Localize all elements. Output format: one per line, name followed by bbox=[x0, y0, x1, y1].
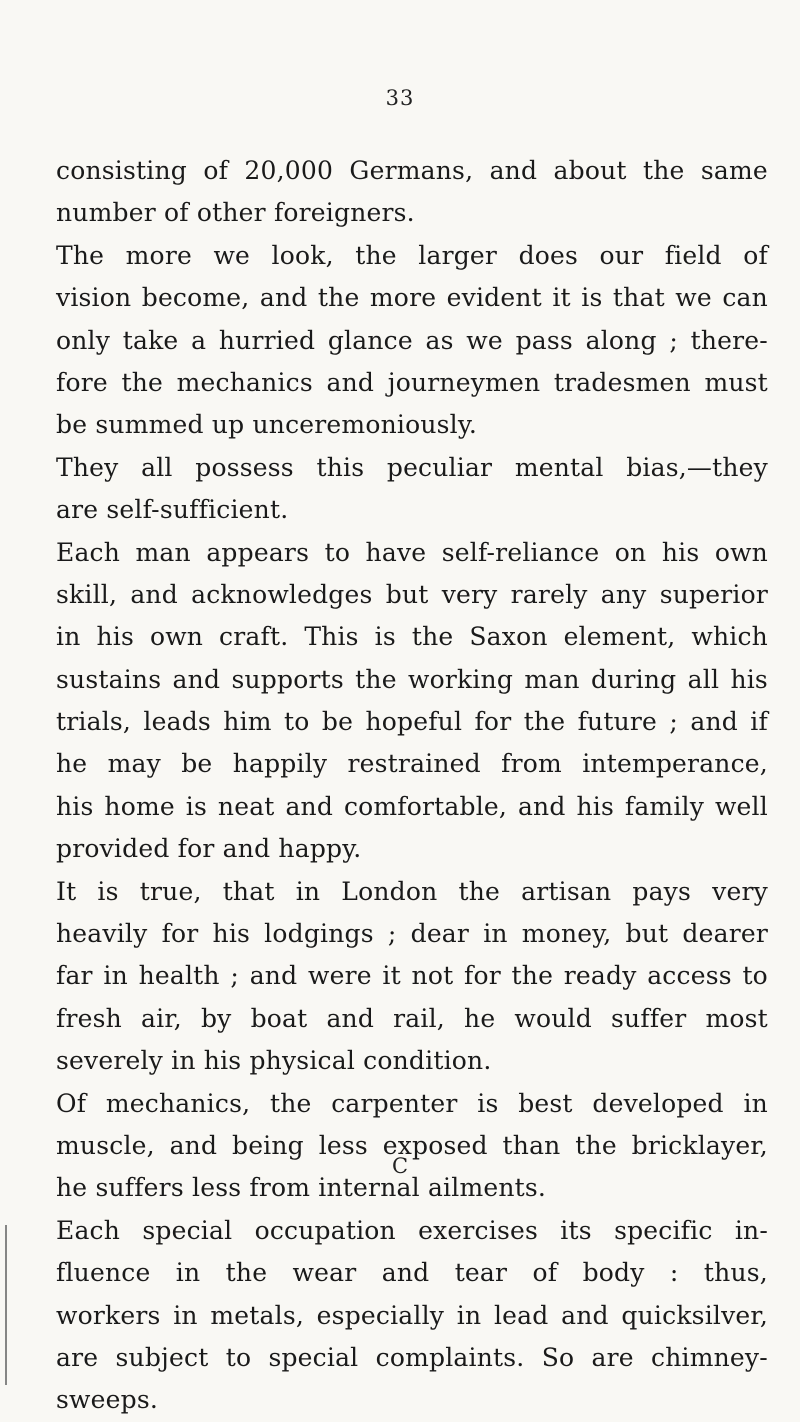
text-line: are subject to special complaints. So are chimney- bbox=[56, 1342, 768, 1372]
text-line: Each special occupation exercises its specific in- bbox=[56, 1215, 768, 1245]
signature-mark: C bbox=[391, 1154, 409, 1178]
text-line: in his own craft. This is the Saxon element, which bbox=[56, 622, 768, 652]
text-line: far in health ; and were it not for the ready access to bbox=[56, 961, 768, 991]
text-line: heavily for his lodgings ; dear in money, but dearer bbox=[56, 919, 768, 949]
text-line: provided for and happy. bbox=[56, 834, 362, 864]
text-line: be summed up unceremoniously. bbox=[56, 410, 478, 440]
text-line: Of mechanics, the carpenter is best developed in bbox=[56, 1088, 768, 1118]
text-line: It is true, that in London the artisan pays very bbox=[56, 876, 768, 906]
text-line: trials, leads him to be hopeful for the future ; and if bbox=[56, 707, 768, 737]
body-text bbox=[56, 150, 768, 1422]
text-line: skill, and acknowledges but very rarely any superior bbox=[56, 579, 768, 609]
text-line: vision become, and the more evident it is that we can bbox=[56, 283, 768, 313]
text-line: sweeps. bbox=[56, 1385, 158, 1415]
text-line: consisting of 20,000 Germans, and about the same bbox=[56, 156, 768, 185]
text-line: he suffers less from internal ailments. bbox=[56, 1173, 547, 1203]
text-line: sustains and supports the working man during all his bbox=[56, 664, 768, 694]
text-line: number of other foreigners. bbox=[56, 198, 415, 228]
text-line: The more we look, the larger does our field of bbox=[56, 240, 768, 270]
text-line: fresh air, by boat and rail, he would suffer most bbox=[56, 1003, 768, 1033]
text-line: muscle, and being less exposed than the bricklayer, bbox=[56, 1130, 768, 1160]
margin-rule bbox=[5, 1225, 7, 1385]
text-line: Each man appears to have self-reliance on his own bbox=[56, 537, 768, 567]
text-line: severely in his physical condition. bbox=[56, 1046, 492, 1076]
text-line: They all possess this peculiar mental bias,—they bbox=[56, 452, 768, 482]
text-line: he may be happily restrained from intemperance, bbox=[56, 749, 768, 779]
text-line: fore the mechanics and journeymen tradesmen must bbox=[56, 367, 768, 397]
text-line: are self-sufficient. bbox=[56, 495, 289, 525]
text-line: his home is neat and comfortable, and his family well bbox=[56, 791, 768, 821]
page-number: 33 bbox=[385, 86, 415, 110]
text-line: fluence in the wear and tear of body : thus, bbox=[56, 1258, 768, 1288]
text-line: workers in metals, especially in lead and quicksilver, bbox=[56, 1300, 768, 1330]
text-line: only take a hurried glance as we pass along ; there- bbox=[56, 325, 768, 355]
